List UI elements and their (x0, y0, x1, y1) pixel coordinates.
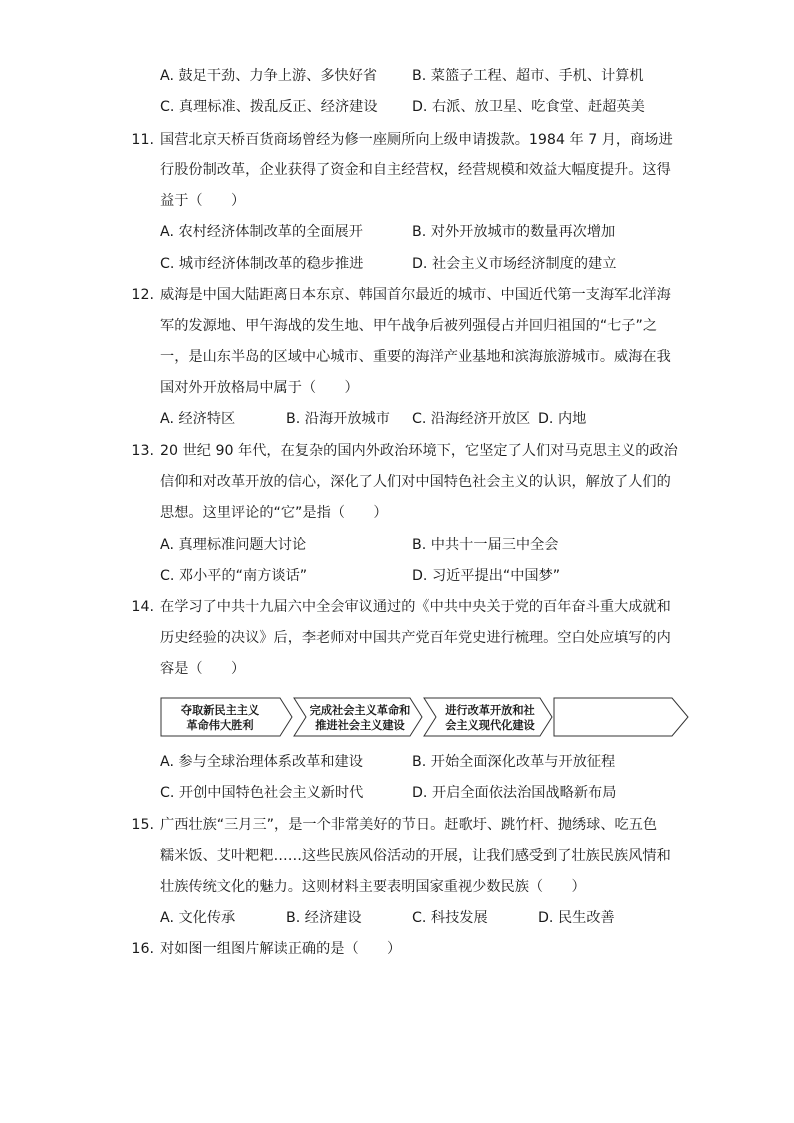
option-c[interactable]: C. 邓小平的“南方谈话” (160, 568, 308, 584)
question-stem-line: 糯米饭、艾叶粑粑……这些民族风俗活动的开展，让我们感受到了壮族民族风情和 (160, 848, 671, 864)
option-c[interactable]: C. 沿海经济开放区 (412, 411, 531, 427)
option-b[interactable]: B. 对外开放城市的数量再次增加 (412, 224, 616, 240)
question-stem-line: 国营北京天桥百货商场曾经为修一座厕所向上级申请拨款。1984 年 7 月，商场进 (160, 132, 673, 148)
option-c[interactable]: C. 真理标准、拨乱反正、经济建设 (160, 99, 378, 115)
option-d[interactable]: D. 习近平提出“中国梦” (412, 568, 561, 584)
question-stem-line: 军的发源地、甲午海战的发生地、甲午战争后被列强侵占并回归祖国的“七子”之 (160, 318, 658, 334)
option-b[interactable]: B. 开始全面深化改革与开放征程 (412, 754, 616, 770)
question-stem-line: 一，是山东半岛的区域中心城市、重要的海洋产业基地和滨海旅游城市。威海在我 (160, 349, 671, 365)
option-d[interactable]: D. 社会主义市场经济制度的建立 (412, 256, 617, 272)
question-stem-line: 思想。这里评论的“它”是指（ ） (160, 505, 388, 521)
question-stem-line: 信仰和对改革开放的信心，深化了人们对中国特色社会主义的认识，解放了人们的 (160, 474, 671, 490)
flow-step-1-label-line-1: 夺取新民主主义 (180, 704, 260, 717)
flow-step-2-label-line-1: 完成社会主义革命和 (309, 704, 411, 717)
option-a[interactable]: A. 真理标准问题大讨论 (160, 537, 307, 553)
option-c[interactable]: C. 开创中国特色社会主义新时代 (160, 785, 364, 801)
option-b[interactable]: B. 沿海开放城市 (286, 411, 390, 427)
option-b[interactable]: B. 经济建设 (286, 910, 362, 926)
option-a[interactable]: A. 农村经济体制改革的全面展开 (160, 224, 363, 240)
option-a[interactable]: A. 鼓足干劲、力争上游、多快好省 (160, 68, 378, 84)
question-number: 15. (131, 817, 154, 833)
question-stem-line: 容是（ ） (160, 661, 246, 677)
question-stem-line: 20 世纪 90 年代，在复杂的国内外政治环境下，它坚定了人们对马克思主义的政治 (160, 443, 678, 459)
option-c[interactable]: C. 科技发展 (412, 910, 488, 926)
question-number: 14. (131, 599, 154, 615)
option-a[interactable]: A. 参与全球治理体系改革和建设 (160, 754, 363, 770)
question-stem-line: 历史经验的决议》后，李老师对中国共产党百年党史进行梳理。空白处应填写的内 (160, 630, 671, 646)
option-d[interactable]: D. 民生改善 (538, 910, 615, 926)
question-stem-line: 对如图一组图片解读正确的是（ ） (160, 941, 402, 957)
option-b[interactable]: B. 中共十一届三中全会 (412, 537, 559, 553)
option-d[interactable]: D. 开启全面依法治国战略新布局 (412, 785, 617, 801)
option-d[interactable]: D. 右派、放卫星、吃食堂、赶超英美 (412, 99, 645, 115)
flow-step-4-blank (554, 698, 688, 736)
option-d[interactable]: D. 内地 (538, 411, 587, 427)
flow-step-2-label-line-2: 推进社会主义建设 (315, 719, 405, 732)
question-number: 11. (131, 132, 154, 148)
question-number: 12. (131, 287, 154, 303)
flow-step-1-label-line-2: 革命伟大胜利 (186, 719, 254, 732)
flow-step-3-label-line-2: 会主义现代化建设 (445, 719, 535, 732)
question-stem-line: 行股份制改革，企业获得了资金和自主经营权，经营规模和效益大幅度提升。这得 (160, 162, 671, 178)
question-stem-line: 国对外开放格局中属于（ ） (160, 380, 359, 396)
option-a[interactable]: A. 文化传承 (160, 910, 236, 926)
flow-step-3-label-line-1: 进行改革开放和社 (445, 704, 535, 717)
question-stem-line: 在学习了中共十九届六中全会审议通过的《中共中央关于党的百年奋斗重大成就和 (160, 599, 671, 615)
question-stem-line: 威海是中国大陆距离日本东京、韩国首尔最近的城市、中国近代第一支海军北洋海 (160, 287, 671, 303)
history-flow-diagram (160, 694, 690, 740)
question-stem-line: 壮族传统文化的魅力。这则材料主要表明国家重视少数民族（ ） (160, 879, 586, 895)
question-number: 13. (131, 443, 154, 459)
question-stem-line: 益于（ ） (160, 193, 246, 209)
question-number: 16. (131, 941, 154, 957)
option-a[interactable]: A. 经济特区 (160, 411, 236, 427)
question-stem-line: 广西壮族“三月三”，是一个非常美好的节日。赶歌圩、跳竹杆、抛绣球、吃五色 (160, 817, 658, 833)
option-b[interactable]: B. 菜篮子工程、超市、手机、计算机 (412, 68, 644, 84)
option-c[interactable]: C. 城市经济体制改革的稳步推进 (160, 256, 364, 272)
